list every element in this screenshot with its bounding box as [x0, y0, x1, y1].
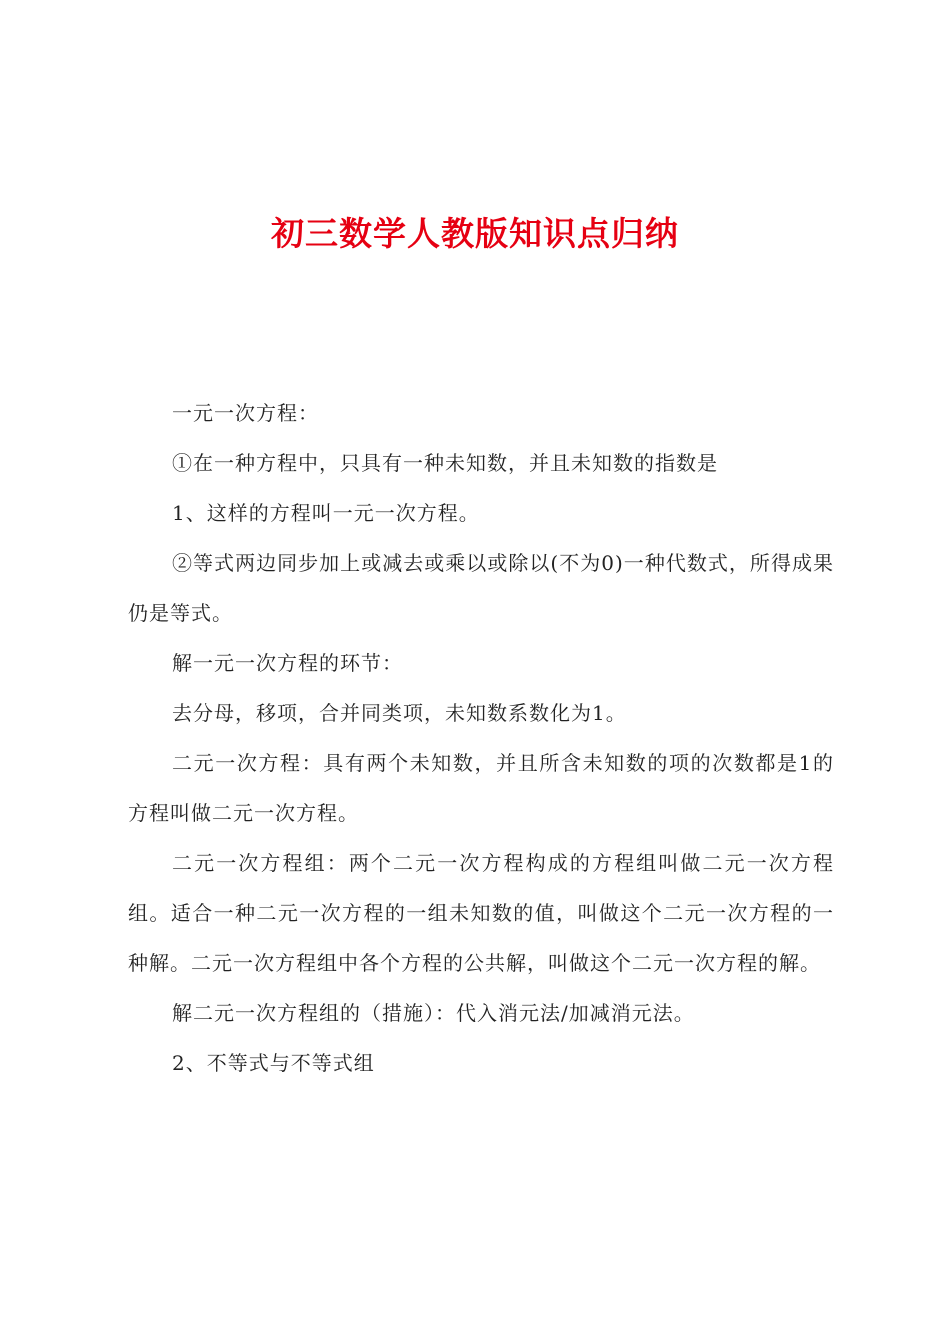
paragraph: 一元一次方程：: [172, 401, 319, 425]
paragraph: 2、不等式与不等式组: [172, 1051, 375, 1075]
paragraph: 二元一次方程组：两个二元一次方程构成的方程组叫做二元一次方程组。适合一种二元一次方程的一组未知数的值，叫做这个二元一次方程的一种解。二元一次方程组中各个方程的公共解，叫做这个二元一次方程的解。: [128, 851, 834, 975]
paragraph: ①在一种方程中，只具有一种未知数，并且未知数的指数是: [172, 451, 718, 475]
page-title: 初三数学人教版知识点归纳: [271, 214, 679, 253]
paragraph: 二元一次方程：具有两个未知数，并且所含未知数的项的次数都是1的方程叫做二元一次方程。: [128, 751, 834, 825]
paragraph: ②等式两边同步加上或减去或乘以或除以(不为0)一种代数式，所得成果仍是等式。: [128, 551, 834, 625]
document-body: [128, 388, 834, 1088]
paragraph: 解一元一次方程的环节：: [172, 651, 403, 675]
paragraph: 1、这样的方程叫一元一次方程。: [172, 501, 480, 525]
paragraph: 解二元一次方程组的（措施）：代入消元法/加减消元法。: [172, 1001, 695, 1025]
paragraph: 去分母，移项，合并同类项，未知数系数化为1。: [172, 701, 627, 725]
